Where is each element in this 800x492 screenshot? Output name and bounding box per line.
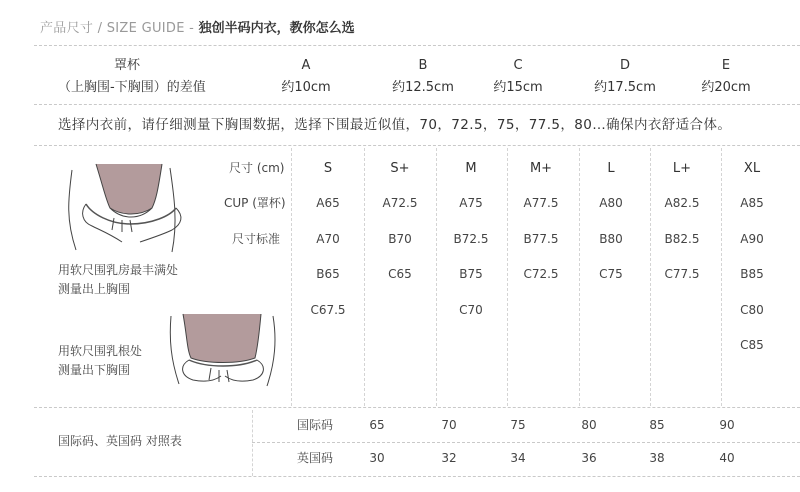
- divider: [252, 442, 800, 443]
- conversion-label: 国际码、英国码 对照表: [58, 434, 182, 448]
- size-header: M: [465, 161, 477, 176]
- size-cell: B65: [316, 267, 340, 281]
- column-divider: [291, 148, 292, 406]
- size-cell: B75: [459, 267, 483, 281]
- intl-size: 75: [510, 418, 526, 432]
- size-cell: A72.5: [382, 196, 418, 210]
- cup-letter: C: [513, 58, 523, 73]
- row-label-standard: 尺寸标准: [232, 232, 281, 246]
- arm-right: [225, 360, 263, 381]
- size-cell: B80: [599, 232, 623, 246]
- row-label-cup: CUP (罩杯): [224, 196, 286, 210]
- uk-size: 36: [581, 451, 597, 465]
- size-cell: A65: [316, 196, 340, 210]
- instruction-text: 选择内衣前，请仔细测量下胸围数据，选择下围最近似值，70，72.5，75，77.5，80…确保内衣舒适合体。: [58, 117, 732, 133]
- bra-shape: [96, 164, 162, 214]
- size-header: L+: [672, 161, 692, 176]
- uk-label: 英国码: [297, 451, 334, 465]
- upper-bust-note-2: 测量出上胸围: [58, 282, 131, 296]
- cup-value: 约10cm: [281, 80, 331, 95]
- size-cell: C85: [740, 338, 764, 352]
- size-cell: B85: [740, 267, 764, 281]
- intl-size: 70: [441, 418, 457, 432]
- cup-value: 约15cm: [493, 80, 543, 95]
- size-cell: A82.5: [664, 196, 700, 210]
- size-header: XL: [743, 161, 761, 176]
- size-cell: A85: [740, 196, 764, 210]
- size-header: M+: [529, 161, 553, 176]
- uk-size: 40: [719, 451, 735, 465]
- torso-outline-right: [267, 316, 275, 386]
- fingers: [112, 218, 132, 232]
- title-main: 独创半码内衣，教你怎么选: [198, 21, 355, 36]
- divider: [34, 45, 800, 46]
- intl-size: 85: [649, 418, 665, 432]
- intl-label: 国际码: [297, 418, 334, 432]
- column-divider: [252, 410, 253, 476]
- torso-outline-left: [170, 316, 179, 384]
- size-header: L: [607, 161, 615, 176]
- size-cell: C72.5: [523, 267, 559, 281]
- size-header: S: [323, 161, 333, 176]
- arm-left: [183, 360, 221, 381]
- size-cell: C70: [459, 303, 483, 317]
- lower-bust-note: 用软尺围乳根处: [58, 344, 143, 358]
- torso-outline-left: [69, 170, 76, 250]
- uk-size: 30: [369, 451, 385, 465]
- size-header: S+: [390, 161, 410, 176]
- size-cell: A77.5: [523, 196, 559, 210]
- size-cell: C80: [740, 303, 764, 317]
- cup-letter: E: [721, 58, 731, 73]
- cup-diff-label: （上胸围-下胸围）的差值: [58, 80, 206, 95]
- size-cell: A75: [459, 196, 483, 210]
- size-cell: B77.5: [523, 232, 559, 246]
- cup-value: 约12.5cm: [392, 80, 454, 95]
- lower-bust-illustration: [163, 310, 303, 390]
- title-prefix: 产品尺寸 / SIZE GUIDE -: [40, 21, 199, 36]
- bra-shape: [183, 314, 261, 363]
- size-cell: A90: [740, 232, 764, 246]
- row-label-size: 尺寸 (cm): [229, 161, 285, 175]
- uk-size: 38: [649, 451, 665, 465]
- size-cell: C75: [599, 267, 623, 281]
- upper-bust-illustration: [52, 160, 222, 260]
- size-cell: B72.5: [453, 232, 489, 246]
- cup-value: 约17.5cm: [594, 80, 656, 95]
- cup-label: 罩杯: [114, 58, 141, 73]
- cup-letter: A: [301, 58, 311, 73]
- intl-size: 80: [581, 418, 597, 432]
- size-cell: B70: [388, 232, 412, 246]
- size-cell: C77.5: [664, 267, 700, 281]
- intl-size: 65: [369, 418, 385, 432]
- uk-size: 34: [510, 451, 526, 465]
- page-title: [40, 19, 355, 35]
- cup-letter: D: [619, 58, 630, 73]
- size-cell: C65: [388, 267, 412, 281]
- cup-value: 约20cm: [701, 80, 751, 95]
- intl-size: 90: [719, 418, 735, 432]
- size-cell: C67.5: [310, 303, 346, 317]
- divider: [34, 476, 800, 477]
- divider: [34, 145, 800, 146]
- divider: [34, 407, 800, 408]
- uk-size: 32: [441, 451, 457, 465]
- size-cell: A80: [599, 196, 623, 210]
- cup-letter: B: [418, 58, 428, 73]
- upper-bust-note: 用软尺围乳房最丰满处: [58, 263, 179, 277]
- divider: [34, 104, 800, 105]
- size-cell: A70: [316, 232, 340, 246]
- lower-bust-note-2: 测量出下胸围: [58, 363, 131, 377]
- size-cell: B82.5: [664, 232, 700, 246]
